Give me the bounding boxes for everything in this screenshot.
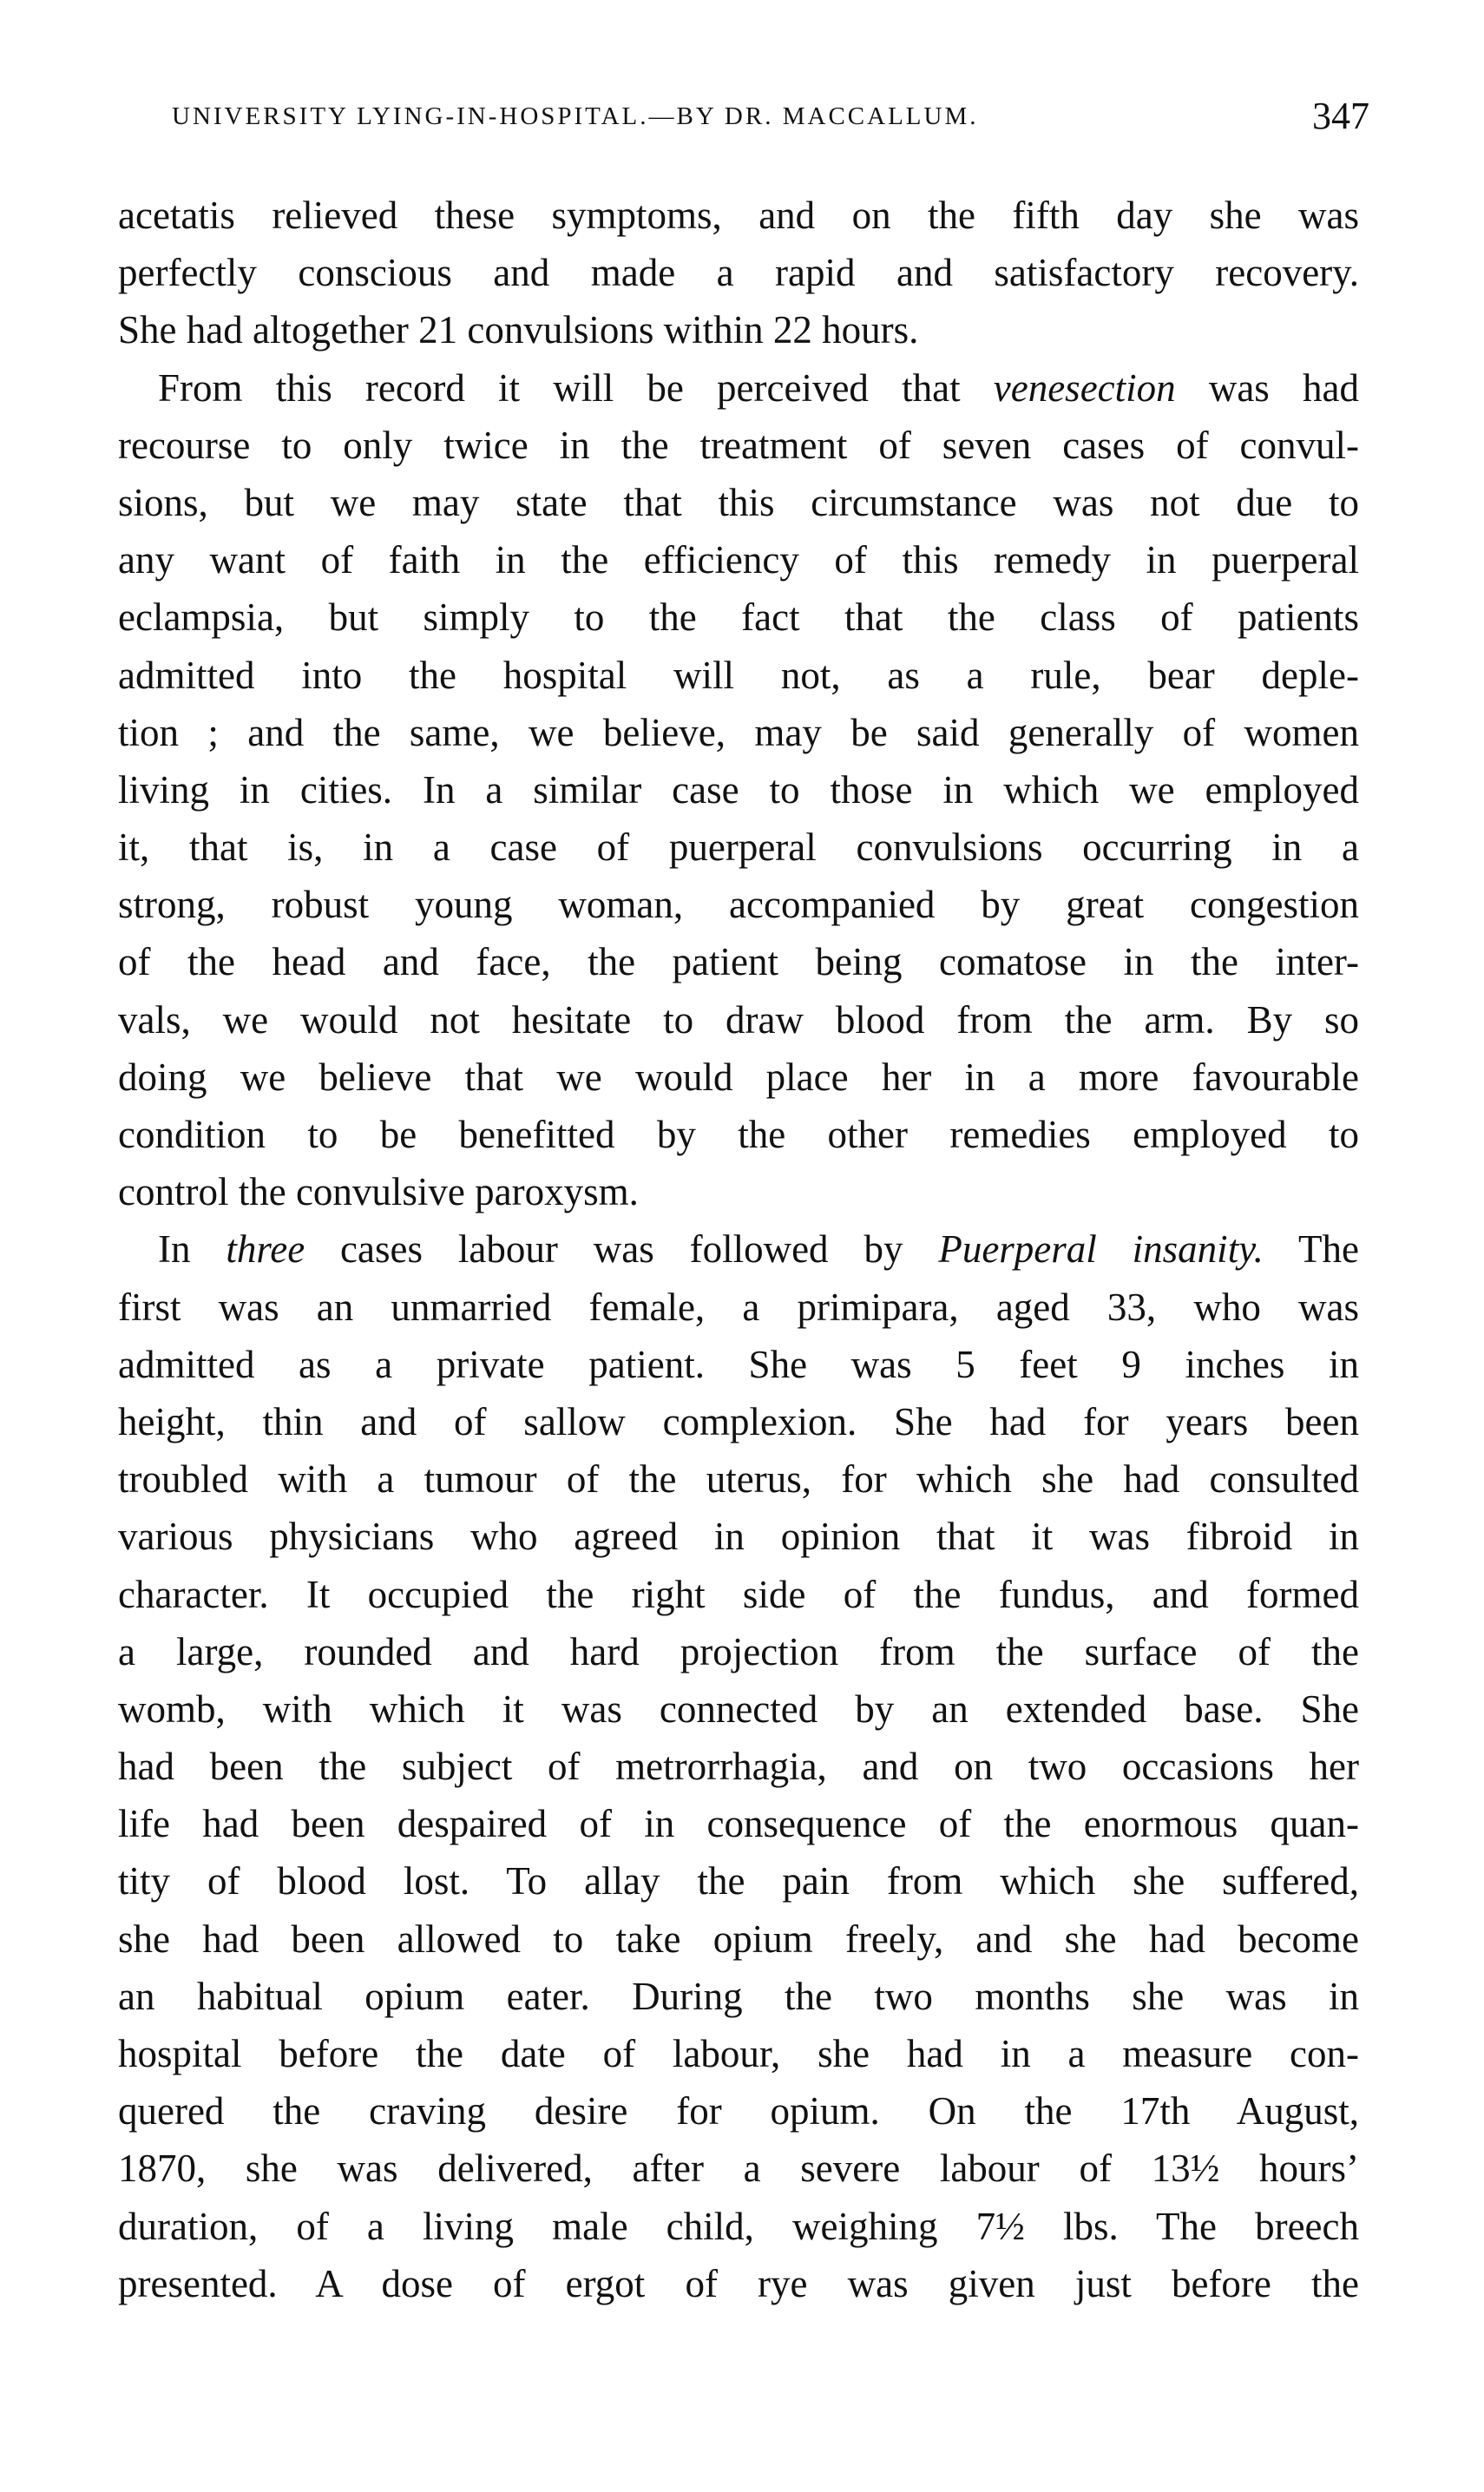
text-line [118, 417, 1359, 474]
text-segment: recourse to only twice in the treatment of seven cases of convul- [118, 423, 1359, 467]
text-segment: character. It occupied the right side of the fundus, and formed [118, 1572, 1359, 1616]
text-line [118, 1738, 1359, 1795]
text-segment: perfectly conscious and made a rapid and satisfactory recovery. [118, 251, 1359, 295]
text-segment: it, that is, in a case of puerperal convulsions occurring in a [118, 825, 1359, 870]
text-segment: doing we believe that we would place her in a more favourable [118, 1055, 1359, 1099]
text-line [118, 876, 1359, 933]
text-segment: height, thin and of sallow complexion. She had for years been [118, 1399, 1359, 1443]
text-segment: condition to be benefitted by the other remedies employed to [118, 1113, 1359, 1156]
text-segment: various physicians who agreed in opinion that it was fibroid in [118, 1515, 1359, 1559]
text-segment: sions, but we may state that this circumstance was not due to [118, 480, 1359, 524]
text-segment: From this record it will be perceived that [158, 365, 994, 410]
text-line [118, 1680, 1359, 1738]
text-line [118, 301, 1359, 358]
running-title: UNIVERSITY LYING-IN-HOSPITAL.—BY DR. MACCALLUM. [172, 102, 979, 130]
text-segment: troubled with a tumour of the uterus, for which she had consulted [118, 1457, 1359, 1502]
text-line [118, 1852, 1359, 1910]
text-segment: control the convulsive paroxysm. [118, 1170, 639, 1214]
text-segment: tity of blood lost. To allay the pain from which she suffered, [118, 1859, 1359, 1904]
text-segment: presented. A dose of ergot of rye was given just before the [118, 2261, 1359, 2305]
text-line [118, 647, 1359, 704]
text-line [118, 819, 1359, 876]
text-line [118, 244, 1359, 301]
text-line [118, 474, 1359, 531]
text-line [118, 1795, 1359, 1852]
body-text [118, 187, 1359, 2312]
text-line [118, 1623, 1359, 1680]
text-segment: duration, of a living male child, weighing 7½ lbs. The breech [118, 2204, 1359, 2248]
text-segment: life had been despaired of in consequence of the enormous quan- [118, 1802, 1359, 1846]
text-line [118, 1910, 1359, 1968]
text-line [118, 187, 1359, 244]
text-line [118, 761, 1359, 819]
text-segment: quered the craving desire for opium. On the 17th August, [118, 2089, 1359, 2134]
text-line [118, 1163, 1359, 1220]
text-segment: tion ; and the same, we believe, may be said generally of women [118, 710, 1359, 754]
text-line [118, 359, 1359, 417]
text-line [118, 1968, 1359, 2025]
text-line [118, 933, 1359, 990]
text-segment: womb, with which it was connected by an extended base. She [118, 1687, 1359, 1731]
text-segment: 1870, she was delivered, after a severe labour of 13½ hours’ [118, 2147, 1359, 2191]
text-line [118, 1049, 1359, 1106]
text-segment: of the head and face, the patient being comatose in the inter- [118, 940, 1359, 984]
text-segment: admitted into the hospital will not, as a rule, bear deple- [118, 653, 1359, 697]
italic-text: three [226, 1227, 305, 1272]
text-segment: cases labour was followed by [305, 1227, 939, 1272]
text-segment: was had [1175, 365, 1359, 410]
italic-text: venesection [993, 365, 1176, 410]
text-line [118, 2025, 1359, 2082]
text-segment: any want of faith in the efficiency of this remedy in puerperal [118, 538, 1359, 582]
text-segment: had been the subject of metrorrhagia, and on two occasions her [118, 1745, 1359, 1789]
text-line [118, 2255, 1359, 2312]
text-line [118, 704, 1359, 761]
text-segment: In [158, 1227, 227, 1272]
text-line [118, 1336, 1359, 1393]
text-segment: first was an unmarried female, a primipara, aged 33, who was [118, 1285, 1359, 1329]
text-line [118, 1508, 1359, 1565]
text-line [118, 2082, 1359, 2140]
text-segment: vals, we would not hesitate to draw blood from the arm. By so [118, 997, 1359, 1042]
text-segment: strong, robust young woman, accompanied by great congestion [118, 883, 1359, 927]
text-segment: living in cities. In a similar case to those in which we employed [118, 767, 1359, 812]
text-line [118, 2140, 1359, 2197]
text-line [118, 1106, 1359, 1163]
text-segment: The [1263, 1227, 1359, 1272]
text-line [118, 1279, 1359, 1336]
text-line [118, 1450, 1359, 1508]
text-segment: hospital before the date of labour, she had in a measure con- [118, 2032, 1359, 2075]
text-line [118, 531, 1359, 588]
text-line [118, 1220, 1359, 1278]
text-line [118, 1393, 1359, 1450]
text-line [118, 588, 1359, 646]
text-line [118, 2198, 1359, 2255]
running-head [172, 94, 1369, 146]
text-line [118, 1566, 1359, 1623]
text-segment: acetatis relieved these symptoms, and on the fifth day she was [118, 194, 1359, 237]
italic-text: Puerperal insanity. [938, 1227, 1264, 1272]
text-segment: she had been allowed to take opium freely, and she had become [118, 1917, 1359, 1961]
page-number: 347 [1312, 95, 1369, 137]
text-segment: eclampsia, but simply to the fact that the class of patients [118, 595, 1359, 640]
text-segment: an habitual opium eater. During the two months she was in [118, 1974, 1359, 2018]
text-segment: a large, rounded and hard projection from the surface of the [118, 1629, 1359, 1673]
text-segment: She had altogether 21 convulsions within 22 hours. [118, 308, 919, 352]
text-segment: admitted as a private patient. She was 5 feet 9 inches in [118, 1342, 1359, 1386]
text-line [118, 991, 1359, 1049]
